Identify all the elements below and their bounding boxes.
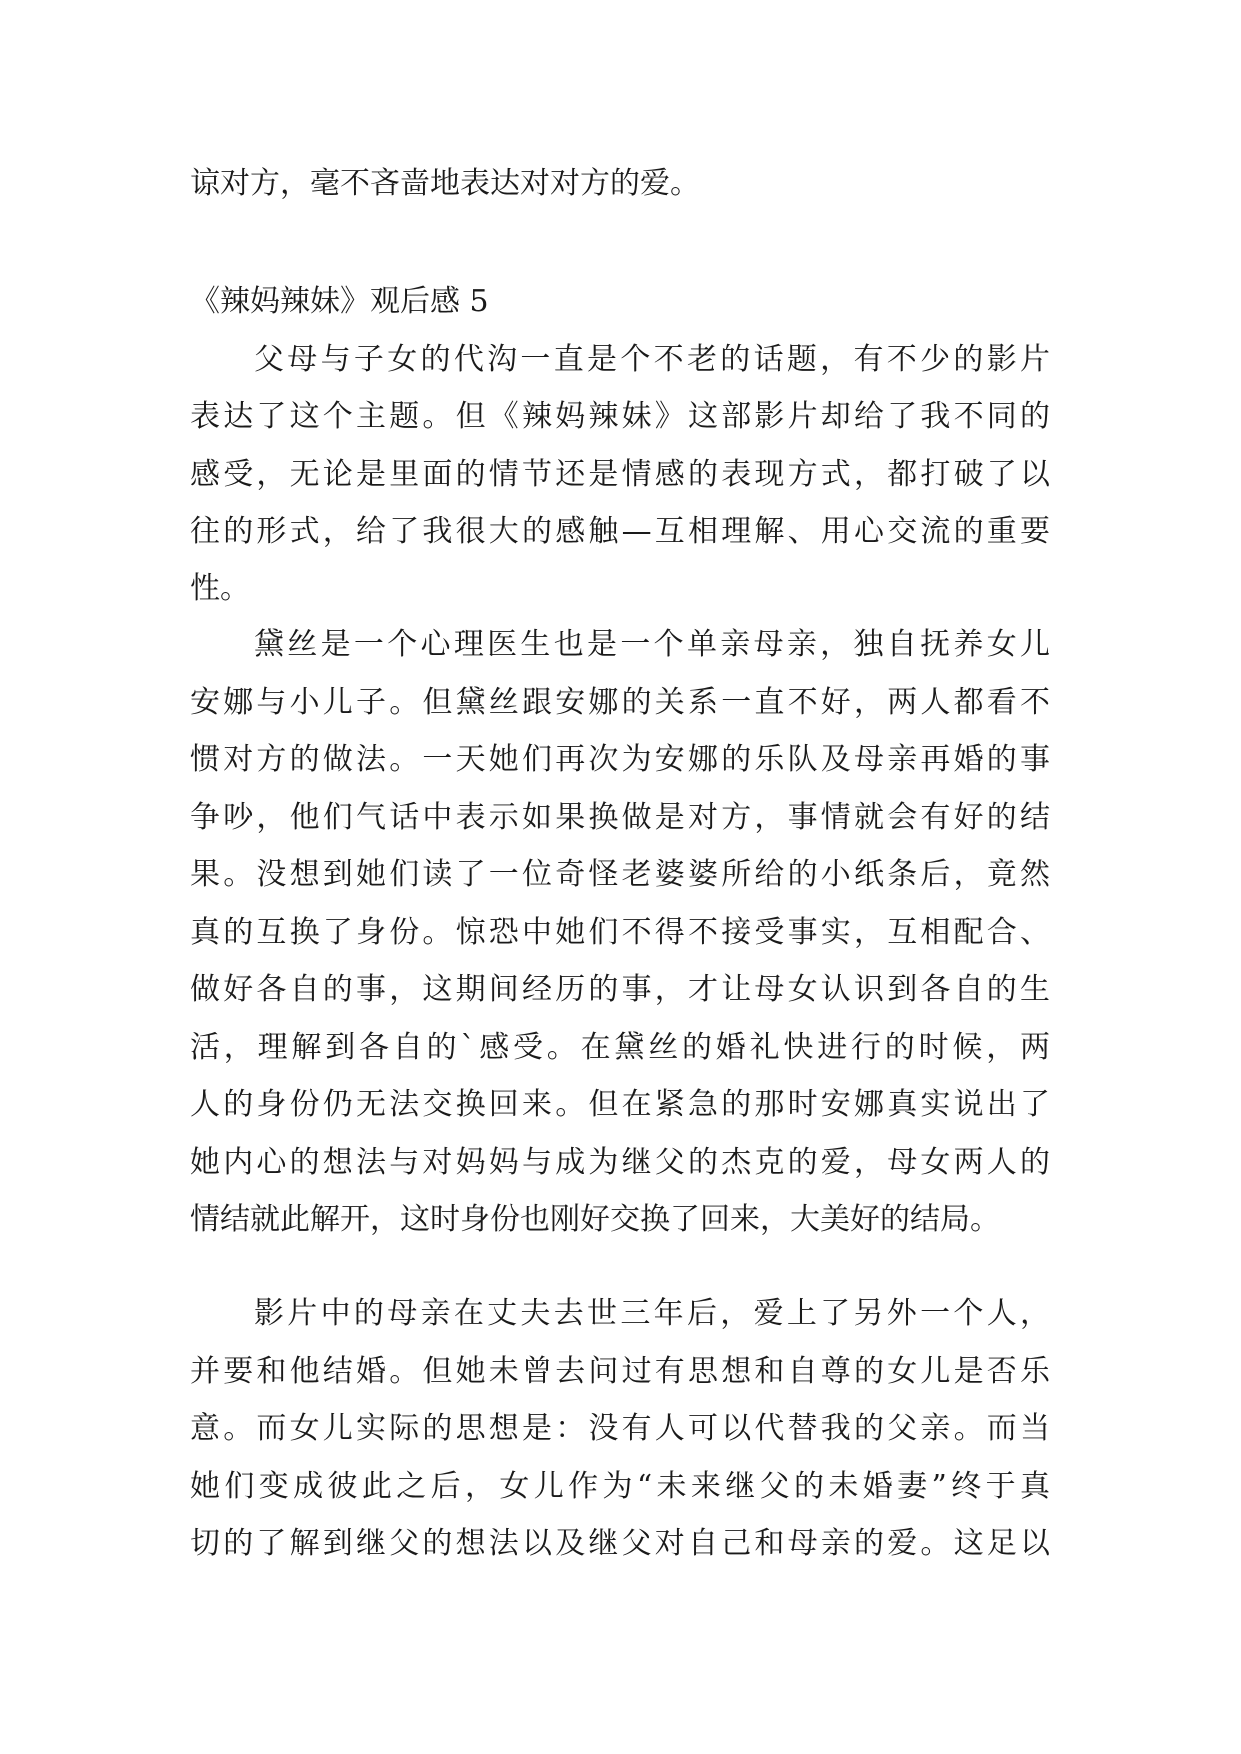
text-line: 谅对方，毫不吝啬地表达对对方的爱。 (190, 166, 700, 201)
text-line: 争吵，他们气话中表示如果换做是对方，事情就会有好的结 (190, 799, 1050, 835)
text-line: 感受，无论是里面的情节还是情感的表现方式，都打破了以 (190, 456, 1050, 492)
text-line: 做好各自的事，这期间经历的事，才让母女认识到各自的生 (190, 972, 1050, 1007)
text-line: 人的身份仍无法交换回来。但在紧急的那时安娜真实说出了 (190, 1087, 1050, 1122)
text-line: 往的形式，给了我很大的感触—互相理解、用心交流的重要 (190, 513, 1050, 549)
text-line: 性。 (190, 571, 250, 607)
text-line: 惯对方的做法。一天她们再次为安娜的乐队及母亲再婚的事 (190, 742, 1050, 777)
paragraph-1 (190, 342, 1050, 628)
heading-text: 《辣妈辣妹》观后感 5 (190, 284, 489, 319)
text-line: 父母与子女的代沟一直是个不老的话题，有不少的影片 (254, 342, 1050, 377)
text-line: 意。而女儿实际的思想是：没有人可以代替我的父亲。而当 (190, 1411, 1050, 1446)
paragraph-3 (190, 1296, 1050, 1584)
text-line: 影片中的母亲在丈夫去世三年后，爱上了另外一个人， (254, 1296, 1050, 1331)
text-line: 表达了这个主题。但《辣妈辣妹》这部影片却给了我不同的 (190, 399, 1050, 435)
paragraph-2 (190, 627, 1050, 1260)
text-line: 果。没想到她们读了一位奇怪老婆婆所给的小纸条后，竟然 (190, 857, 1050, 892)
text-line: 黛丝是一个心理医生也是一个单亲母亲，独自抚养女儿 (254, 627, 1050, 662)
continuation-text (190, 166, 1050, 201)
text-line: 并要和他结婚。但她未曾去问过有思想和自尊的女儿是否乐 (190, 1353, 1050, 1389)
text-line: 安娜与小儿子。但黛丝跟安娜的关系一直不好，两人都看不 (190, 684, 1050, 720)
text-line: 切的了解到继父的想法以及继父对自己和母亲的爱。这足以 (190, 1526, 1050, 1561)
text-line: 真的互换了身份。惊恐中她们不得不接受事实，互相配合、 (190, 914, 1050, 950)
section-heading (190, 284, 1050, 319)
text-line: 情结就此解开，这时身份也刚好交换了回来，大美好的结局。 (190, 1202, 1000, 1237)
text-line: 她们变成彼此之后，女儿作为“未来继父的未婚妻”终于真 (190, 1468, 1050, 1504)
text-line: 她内心的想法与对妈妈与成为继父的杰克的爱，母女两人的 (190, 1144, 1050, 1180)
text-line: 活，理解到各自的`感受。在黛丝的婚礼快进行的时候，两 (190, 1029, 1050, 1065)
